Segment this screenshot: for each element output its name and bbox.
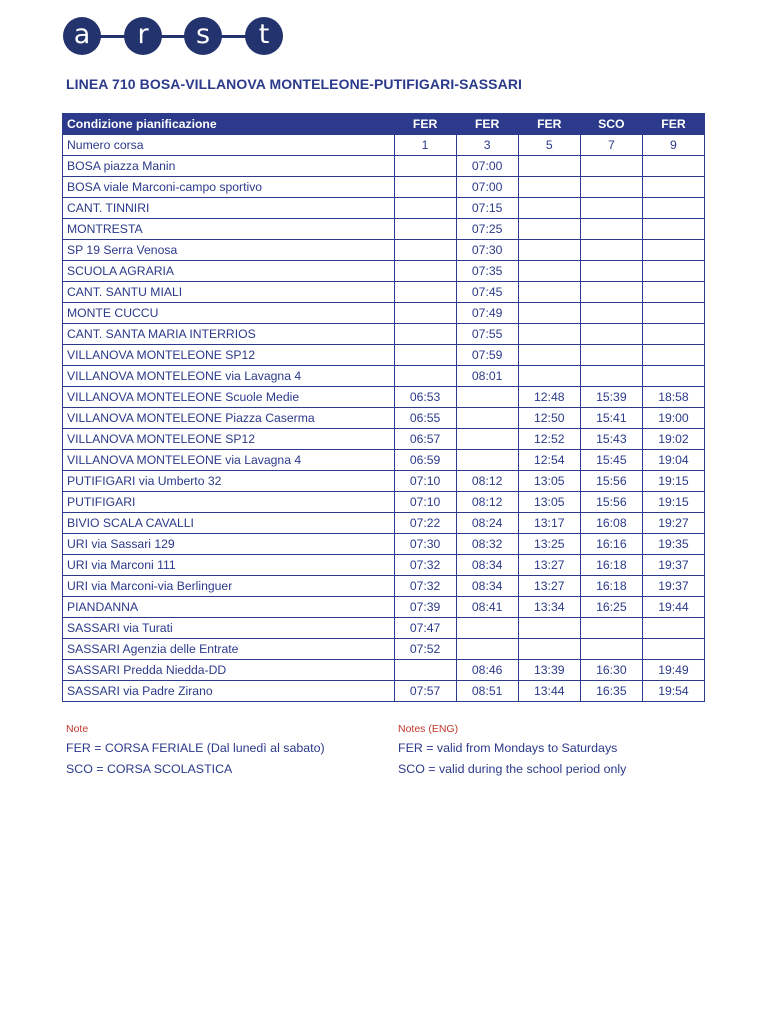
time-cell: 07:25 [456, 219, 518, 240]
table-row [63, 177, 705, 198]
stop-name: PUTIFIGARI via Umberto 32 [63, 471, 395, 492]
time-cell: 13:27 [518, 576, 580, 597]
time-cell [518, 324, 580, 345]
time-cell [580, 282, 642, 303]
time-cell [456, 618, 518, 639]
time-cell: 07:45 [456, 282, 518, 303]
table-row [63, 576, 705, 597]
logo-line [73, 35, 273, 38]
table-row [63, 156, 705, 177]
header-row [63, 114, 705, 135]
table-row [63, 345, 705, 366]
time-cell [518, 303, 580, 324]
table-row [63, 492, 705, 513]
arst-logo [63, 17, 283, 55]
time-cell: 19:15 [642, 471, 704, 492]
time-cell [642, 198, 704, 219]
time-cell: 12:50 [518, 408, 580, 429]
time-cell [642, 282, 704, 303]
time-cell: 16:18 [580, 576, 642, 597]
time-cell: 07:15 [456, 198, 518, 219]
logo-letter-s: s [184, 17, 222, 55]
trip-number-cell: 9 [642, 135, 704, 156]
table-row [63, 513, 705, 534]
stop-name: PUTIFIGARI [63, 492, 395, 513]
stop-name: CANT. SANTU MIALI [63, 282, 395, 303]
time-cell [580, 366, 642, 387]
time-cell: 13:25 [518, 534, 580, 555]
note-eng-fer: FER = valid from Mondays to Saturdays [398, 741, 618, 755]
table-row [63, 429, 705, 450]
time-cell [518, 198, 580, 219]
time-cell [518, 261, 580, 282]
stop-name: VILLANOVA MONTELEONE via Lavagna 4 [63, 366, 395, 387]
time-cell [518, 219, 580, 240]
time-cell: 07:55 [456, 324, 518, 345]
time-cell: 08:34 [456, 576, 518, 597]
time-cell [394, 324, 456, 345]
time-cell: 19:02 [642, 429, 704, 450]
time-cell [580, 324, 642, 345]
table-row [63, 471, 705, 492]
time-cell: 12:48 [518, 387, 580, 408]
page-title: LINEA 710 BOSA-VILLANOVA MONTELEONE-PUTIFIGARI-SASSARI [66, 76, 523, 92]
stop-name: MONTE CUCCU [63, 303, 395, 324]
time-cell: 08:01 [456, 366, 518, 387]
time-cell: 08:34 [456, 555, 518, 576]
time-cell: 07:30 [456, 240, 518, 261]
time-cell [580, 261, 642, 282]
time-cell [642, 303, 704, 324]
time-cell: 07:32 [394, 555, 456, 576]
time-cell: 13:05 [518, 471, 580, 492]
time-cell [394, 177, 456, 198]
time-cell: 19:44 [642, 597, 704, 618]
time-cell: 08:12 [456, 492, 518, 513]
time-cell [642, 324, 704, 345]
notes-label: Note [66, 723, 89, 735]
time-cell [642, 156, 704, 177]
time-cell [394, 303, 456, 324]
condition-cell: FER [394, 114, 456, 135]
stop-name: CANT. SANTA MARIA INTERRIOS [63, 324, 395, 345]
table-row [63, 408, 705, 429]
time-cell [456, 408, 518, 429]
time-cell: 13:44 [518, 681, 580, 702]
time-cell [394, 282, 456, 303]
condition-cell: FER [642, 114, 704, 135]
stop-name: VILLANOVA MONTELEONE SP12 [63, 429, 395, 450]
time-cell [456, 387, 518, 408]
stop-name: SASSARI Agenzia delle Entrate [63, 639, 395, 660]
stop-name: URI via Marconi 111 [63, 555, 395, 576]
time-cell: 19:27 [642, 513, 704, 534]
stop-name: SASSARI via Turati [63, 618, 395, 639]
table-row [63, 303, 705, 324]
logo-letter-r: r [124, 17, 162, 55]
time-cell [518, 639, 580, 660]
time-cell [580, 177, 642, 198]
time-cell [394, 219, 456, 240]
time-cell [580, 618, 642, 639]
time-cell [518, 618, 580, 639]
note-sco: SCO = CORSA SCOLASTICA [66, 762, 233, 776]
table-row [63, 324, 705, 345]
stop-name: MONTRESTA [63, 219, 395, 240]
trip-number-cell: 1 [394, 135, 456, 156]
notes-eng-label: Notes (ENG) [398, 723, 459, 735]
time-cell: 18:58 [642, 387, 704, 408]
note-fer: FER = CORSA FERIALE (Dal lunedì al sabato) [66, 741, 325, 755]
table-row [63, 219, 705, 240]
logo-letter-a: a [63, 17, 101, 55]
time-cell [580, 303, 642, 324]
time-cell: 07:52 [394, 639, 456, 660]
time-cell: 06:53 [394, 387, 456, 408]
time-cell: 13:05 [518, 492, 580, 513]
time-cell: 16:30 [580, 660, 642, 681]
time-cell: 07:39 [394, 597, 456, 618]
time-cell [642, 639, 704, 660]
time-cell [642, 261, 704, 282]
time-cell [518, 240, 580, 261]
time-cell: 15:41 [580, 408, 642, 429]
time-cell [394, 261, 456, 282]
time-cell [580, 198, 642, 219]
trip-number-cell: 5 [518, 135, 580, 156]
time-cell: 16:25 [580, 597, 642, 618]
time-cell: 16:16 [580, 534, 642, 555]
time-cell [518, 282, 580, 303]
time-cell: 07:22 [394, 513, 456, 534]
time-cell [394, 156, 456, 177]
stop-name: BOSA piazza Manin [63, 156, 395, 177]
stop-name: SASSARI via Padre Zirano [63, 681, 395, 702]
time-cell [580, 345, 642, 366]
time-cell: 07:30 [394, 534, 456, 555]
time-cell: 07:00 [456, 177, 518, 198]
time-cell: 13:27 [518, 555, 580, 576]
time-cell [394, 345, 456, 366]
table-row [63, 639, 705, 660]
stop-name: SCUOLA AGRARIA [63, 261, 395, 282]
time-cell: 08:24 [456, 513, 518, 534]
table-row [63, 450, 705, 471]
condition-cell: FER [518, 114, 580, 135]
stop-name: CANT. TINNIRI [63, 198, 395, 219]
logo-letter-t: t [245, 17, 283, 55]
header-label: Condizione pianificazione [63, 114, 395, 135]
time-cell: 06:57 [394, 429, 456, 450]
note-eng-sco: SCO = valid during the school period only [398, 762, 627, 776]
time-cell: 07:47 [394, 618, 456, 639]
time-cell [456, 639, 518, 660]
time-cell: 07:59 [456, 345, 518, 366]
stop-name: BIVIO SCALA CAVALLI [63, 513, 395, 534]
time-cell: 06:55 [394, 408, 456, 429]
condition-cell: FER [456, 114, 518, 135]
trip-label: Numero corsa [63, 135, 395, 156]
table-row [63, 261, 705, 282]
table-row [63, 366, 705, 387]
time-cell: 08:32 [456, 534, 518, 555]
time-cell [394, 660, 456, 681]
time-cell [394, 366, 456, 387]
stop-name: URI via Marconi-via Berlinguer [63, 576, 395, 597]
stop-name: VILLANOVA MONTELEONE SP12 [63, 345, 395, 366]
time-cell [580, 219, 642, 240]
time-cell [642, 618, 704, 639]
table-row [63, 597, 705, 618]
time-cell [642, 345, 704, 366]
stop-name: BOSA viale Marconi-campo sportivo [63, 177, 395, 198]
time-cell: 07:10 [394, 492, 456, 513]
stop-name: SASSARI Predda Niedda-DD [63, 660, 395, 681]
time-cell: 15:39 [580, 387, 642, 408]
time-cell: 19:54 [642, 681, 704, 702]
time-cell: 19:15 [642, 492, 704, 513]
time-cell: 08:41 [456, 597, 518, 618]
stop-name: VILLANOVA MONTELEONE Scuole Medie [63, 387, 395, 408]
time-cell: 16:18 [580, 555, 642, 576]
stop-name: PIANDANNA [63, 597, 395, 618]
stop-name: SP 19 Serra Venosa [63, 240, 395, 261]
time-cell [456, 450, 518, 471]
stop-name: VILLANOVA MONTELEONE via Lavagna 4 [63, 450, 395, 471]
table-row [63, 387, 705, 408]
table-row [63, 618, 705, 639]
stop-name: URI via Sassari 129 [63, 534, 395, 555]
time-cell [394, 240, 456, 261]
time-cell [518, 366, 580, 387]
time-cell: 19:37 [642, 555, 704, 576]
time-cell [642, 177, 704, 198]
time-cell: 13:17 [518, 513, 580, 534]
time-cell: 19:04 [642, 450, 704, 471]
time-cell: 08:51 [456, 681, 518, 702]
time-cell: 12:54 [518, 450, 580, 471]
trip-number-cell: 7 [580, 135, 642, 156]
trip-number-cell: 3 [456, 135, 518, 156]
time-cell: 15:56 [580, 471, 642, 492]
timetable [62, 113, 705, 702]
time-cell [580, 156, 642, 177]
table-row [63, 555, 705, 576]
time-cell: 15:43 [580, 429, 642, 450]
time-cell [580, 240, 642, 261]
time-cell: 19:00 [642, 408, 704, 429]
time-cell [642, 366, 704, 387]
table-row [63, 198, 705, 219]
time-cell [642, 240, 704, 261]
time-cell: 08:12 [456, 471, 518, 492]
time-cell [518, 156, 580, 177]
time-cell [580, 639, 642, 660]
time-cell: 07:49 [456, 303, 518, 324]
table-row [63, 282, 705, 303]
time-cell: 07:32 [394, 576, 456, 597]
time-cell [642, 219, 704, 240]
time-cell: 07:00 [456, 156, 518, 177]
table-row [63, 660, 705, 681]
time-cell: 06:59 [394, 450, 456, 471]
time-cell: 19:37 [642, 576, 704, 597]
time-cell: 07:57 [394, 681, 456, 702]
time-cell: 08:46 [456, 660, 518, 681]
condition-cell: SCO [580, 114, 642, 135]
time-cell: 16:08 [580, 513, 642, 534]
time-cell: 19:35 [642, 534, 704, 555]
time-cell [456, 429, 518, 450]
time-cell [394, 198, 456, 219]
trip-number-row [63, 135, 705, 156]
time-cell: 12:52 [518, 429, 580, 450]
table-row [63, 240, 705, 261]
table-row [63, 681, 705, 702]
time-cell: 13:39 [518, 660, 580, 681]
time-cell: 15:45 [580, 450, 642, 471]
time-cell: 19:49 [642, 660, 704, 681]
time-cell [518, 345, 580, 366]
time-cell: 07:35 [456, 261, 518, 282]
time-cell: 13:34 [518, 597, 580, 618]
stop-name: VILLANOVA MONTELEONE Piazza Caserma [63, 408, 395, 429]
time-cell: 07:10 [394, 471, 456, 492]
time-cell: 15:56 [580, 492, 642, 513]
table-row [63, 534, 705, 555]
time-cell: 16:35 [580, 681, 642, 702]
time-cell [518, 177, 580, 198]
